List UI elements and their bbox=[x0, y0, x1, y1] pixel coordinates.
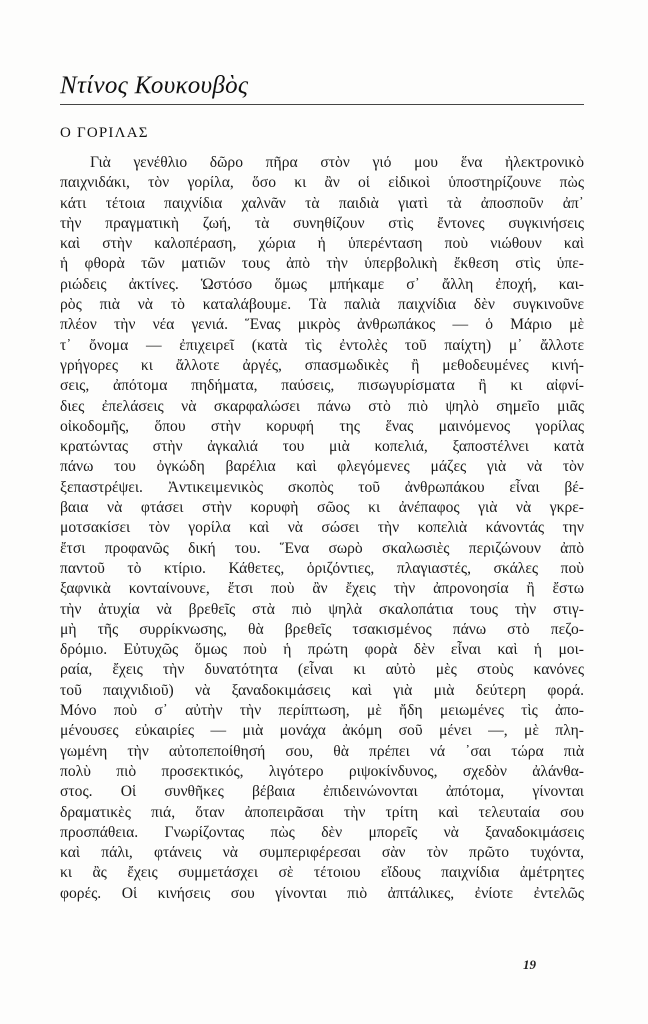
text-line: ξεπαστρέψει. Ἀντικειμενικὸς σκοπὸς τοῦ ἀνθρωπάκου εἶναι βέ- bbox=[60, 478, 584, 496]
page-number: 19 bbox=[523, 957, 536, 972]
text-line: γωμένη τὴν αὐτοπεποίθησή σου, θὰ πρέπει νά ᾽σαι τώρα πιὰ bbox=[60, 742, 584, 760]
text-line: τὴν πραγματικὴ ζωή, τὰ συνηθίζουν στὶς ἔντονες συγκινήσεις bbox=[60, 214, 584, 232]
text-line: δρόμιο. Εὐτυχῶς ὅμως ποὺ ἡ πρώτη φορὰ δὲν εἶναι καὶ ἡ μοι- bbox=[60, 641, 584, 659]
text-line: κάτι τέτοια παιχνίδια χαλνᾶν τὰ παιδιὰ γιατὶ τὰ ἀποσποῦν ἀπ᾽ bbox=[60, 194, 584, 212]
text-line: σεις, ἀπότομα πηδήματα, παύσεις, πισωγυρίσματα ἢ κι αἰφνί- bbox=[60, 377, 584, 395]
text-line: κρατώντας στὴν ἀγκαλιά του μιὰ κοπελιά, ξαποστέλνει κατὰ bbox=[60, 438, 584, 456]
text-line: μένουσες εὐκαιρίες — μιὰ μονάχα ἀκόμη σοῦ μένει —, μὲ πλη- bbox=[60, 722, 584, 740]
text-line: στος. Οἱ συνθῆκες βέβαια ἐπιδεινώνονται ἀπότομα, γίνονται bbox=[60, 783, 584, 801]
text-line: τὴν ἀτυχία νὰ βρεθεῖς στὰ πιὸ ψηλὰ σκαλοπάτια τους τὴν στιγ- bbox=[60, 600, 584, 618]
text-line: προσπάθεια. Γνωρίζοντας πὼς δὲν μπορεῖς νὰ ξαναδοκιμάσεις bbox=[60, 823, 584, 841]
text-line: φορές. Οἱ κινήσεις σου γίνονται πιὸ ἀπτάλικες, ἐνίοτε ἐντελῶς bbox=[60, 884, 584, 902]
text-line: κι ἂς ἔχεις συμμετάσχει σὲ τέτοιου εἴδους παιχνίδια ἀμέτρητες bbox=[60, 864, 584, 882]
text-line: ριώδεις ἀκτίνες. Ὡστόσο ὅμως μπήκαμε σ᾽ ἄλλη ἐποχή, και- bbox=[60, 275, 584, 293]
text-line: μοτσακίσει τὸν γορίλα καὶ νὰ σώσει τὴν κοπελιὰ κάνοντάς την bbox=[60, 519, 584, 537]
text-line: παιχνιδάκι, τὸν γορίλα, ὅσο κι ἂν οἱ εἰδικοὶ ὑποστηρίζουνε πὼς bbox=[60, 174, 584, 192]
text-line: τ᾽ ὄνομα — ἐπιχειρεῖ (κατὰ τὶς ἐντολὲς τοῦ παίχτη) μ᾽ ἄλλοτε bbox=[60, 336, 584, 354]
text-line: Γιὰ γενέθλιο δῶρο πῆρα στὸν γιό μου ἕνα ἠλεκτρονικὸ bbox=[90, 154, 584, 171]
text-line: πάνω του ὀγκώδη βαρέλια καὶ φλεγόμενες μάζες γιὰ νὰ τὸν bbox=[60, 458, 584, 476]
author-name: Ντίνος Κουκουβὸς bbox=[60, 72, 249, 99]
text-line: ρὸς πιὰ νὰ τὸ καταλάβουμε. Τὰ παλιὰ παιχνίδια δὲν συγκινοῦνε bbox=[60, 296, 584, 314]
text-line: μὴ τῆς συρρίκνωσης, θὰ βρεθεῖς τσακισμένος πάνω στὸ πεζο- bbox=[60, 620, 584, 638]
chapter-title: Ο ΓΟΡΙΛΑΣ bbox=[60, 125, 149, 141]
text-line: ραία, ἔχεις τὴν δυνατότητα (εἶναι κι αὐτὸ μὲς στοὺς κανόνες bbox=[60, 661, 584, 679]
header-rule bbox=[60, 104, 584, 105]
text-line: ἔτσι προφανῶς δική του. Ἕνα σωρὸ σκαλωσιὲς περιζώνουν ἀπὸ bbox=[60, 539, 584, 557]
text-line: γρήγορες κι ἄλλοτε ἀργές, σπασμωδικὲς ἢ μεθοδευμένες κινή- bbox=[60, 356, 584, 374]
text-line: διες ἐπελάσεις νὰ σκαρφαλώσει πάνω στὸ πιὸ ψηλὸ σημεῖο μιᾶς bbox=[60, 397, 584, 415]
text-line: παντοῦ τὸ κτίριο. Κάθετες, ὁριζόντιες, πλαγιαστές, σκάλες ποὺ bbox=[60, 559, 584, 577]
body-text bbox=[60, 153, 584, 904]
text-line: καὶ πάλι, φτάνεις νὰ συμπεριφέρεσαι σὰν τὸν πρῶτο τυχόντα, bbox=[60, 844, 584, 862]
text-line: πολὺ πιὸ προσεκτικός, λιγότερο ριψοκίνδυνος, σχεδὸν ἀλάνθα- bbox=[60, 762, 584, 780]
text-line: ξαφνικὰ κονταίνουνε, ἔτσι ποὺ ἂν ἔχεις τὴν ἀπρονοησία ἢ ἔστω bbox=[60, 580, 584, 598]
text-line: πλέον τὴν νέα γενιά. Ἕνας μικρὸς ἀνθρωπάκος — ὁ Μάριο μὲ bbox=[60, 316, 584, 334]
text-line: καὶ στὴν καλοπέραση, χώρια ἡ ὑπερένταση ποὺ νιώθουν καὶ bbox=[60, 235, 584, 253]
text-line: ἡ φθορὰ τῶν ματιῶν τους ἀπὸ τὴν ὑπερβολικὴ ἔκθεση στὶς ὑπε- bbox=[60, 255, 584, 273]
text-line: οἰκοδομῆς, ὅπου στὴν κορυφή της ἕνας μαινόμενος γορίλας bbox=[60, 417, 584, 435]
text-line: βαια νὰ φτάσει στὴν κορυφὴ σῶος κι ἀνέπαφος γιὰ νὰ γκρε- bbox=[60, 499, 584, 517]
text-line: τοῦ παιχνιδιοῦ) νὰ ξαναδοκιμάσεις καὶ γιὰ μιὰ δεύτερη φορά. bbox=[60, 681, 584, 699]
text-line: δραματικὲς πιά, ὅταν ἀποπειρᾶσαι τὴν τρίτη καὶ τελευταία σου bbox=[60, 803, 584, 821]
text-line: Μόνο ποὺ σ᾽ αὐτὴν τὴν περίπτωση, μὲ ἤδη μειωμένες τὶς ἀπο- bbox=[60, 702, 584, 720]
